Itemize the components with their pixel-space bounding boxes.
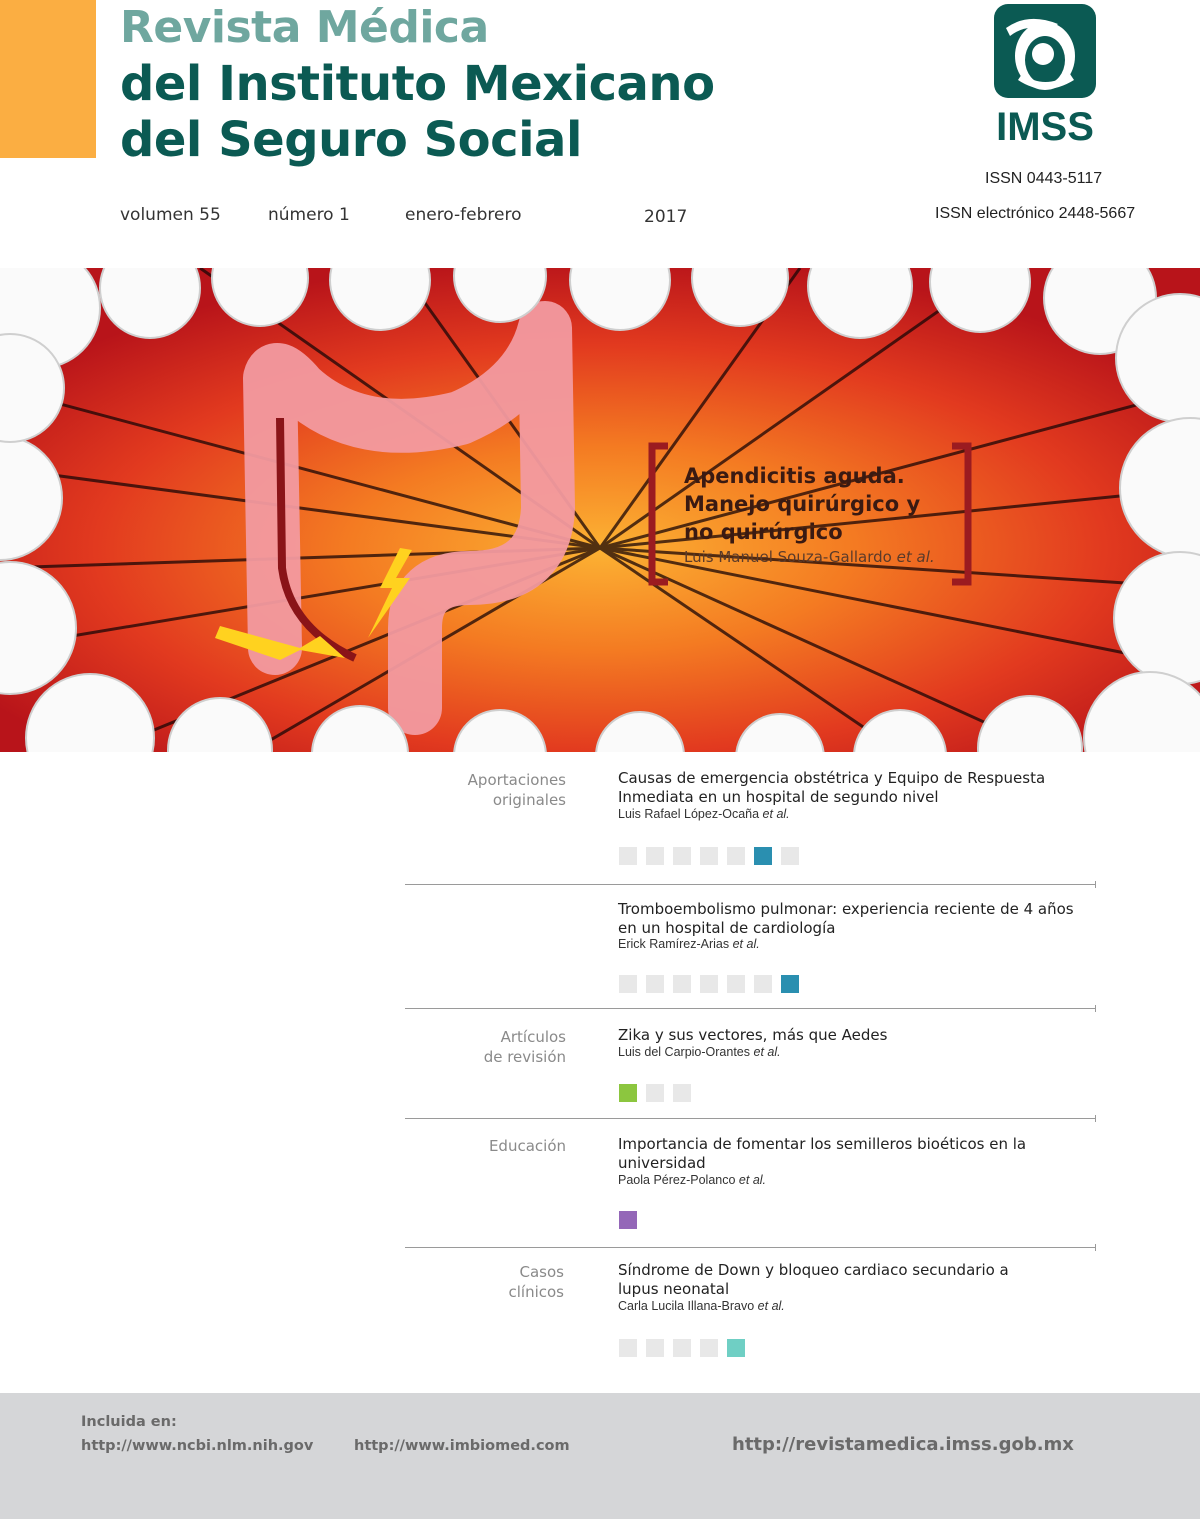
marker-square — [673, 847, 691, 865]
marker-square — [619, 1339, 637, 1357]
article-title[interactable]: Tromboembolismo pulmonar: experiencia reciente de 4 años en un hospital de cardiología — [618, 900, 1074, 937]
article-title[interactable]: Importancia de fomentar los semilleros bioéticos en la universidad — [618, 1135, 1027, 1172]
feature-article[interactable] — [684, 462, 935, 566]
feature-author: Luis Manuel Souza-Gallardo et al. — [684, 548, 935, 566]
article-author: Carla Lucila Illana-Bravo et al. — [618, 1299, 785, 1313]
section-label-educacion: Educación — [488, 1137, 566, 1155]
marker-square — [754, 847, 772, 865]
marker-square — [673, 975, 691, 993]
feature-title-line1: Apendicitis aguda. — [684, 464, 905, 488]
marker-square — [754, 975, 772, 993]
article-squares — [619, 975, 799, 993]
article-squares — [619, 847, 799, 865]
link-revista[interactable]: http://revistamedica.imss.gob.mx — [732, 1434, 1074, 1455]
marker-square — [646, 1084, 664, 1102]
svg-text:IMSS: IMSS — [996, 105, 1094, 144]
marker-square — [646, 1339, 664, 1357]
marker-square — [619, 847, 637, 865]
divider — [405, 1118, 1095, 1119]
section-label-articulos: Artículos de revisión — [483, 1028, 566, 1066]
journal-title-line1: Revista Médica — [120, 2, 489, 53]
marker-square — [727, 975, 745, 993]
issue-year: 2017 — [644, 207, 688, 227]
link-ncbi[interactable]: http://www.ncbi.nlm.nih.gov — [81, 1438, 314, 1454]
article-author: Paola Pérez-Polanco et al. — [618, 1173, 767, 1187]
marker-square — [727, 1339, 745, 1357]
section-label-aportaciones: Aportaciones originales — [467, 771, 566, 809]
article-author: Erick Ramírez-Arias et al. — [618, 937, 760, 951]
article-title[interactable]: Síndrome de Down y bloqueo cardiaco secundario a lupus neonatal — [618, 1261, 1009, 1298]
issn-electronic: ISSN electrónico 2448-5667 — [935, 205, 1136, 222]
feature-title-line3: no quirúrgico — [684, 520, 843, 544]
marker-square — [781, 975, 799, 993]
footer — [0, 1393, 1200, 1519]
divider — [405, 1247, 1095, 1248]
article-squares — [619, 1211, 637, 1229]
article-author: Luis Rafael López-Ocaña et al. — [618, 807, 790, 821]
section-label-casos: Casos clínicos — [508, 1263, 564, 1301]
marker-square — [619, 975, 637, 993]
link-imbiomed[interactable]: http://www.imbiomed.com — [354, 1438, 570, 1454]
marker-square — [673, 1339, 691, 1357]
marker-square — [700, 1339, 718, 1357]
marker-square — [673, 1084, 691, 1102]
journal-title-line2: del Instituto Mexicano — [120, 56, 715, 112]
divider — [405, 1008, 1095, 1009]
marker-square — [700, 847, 718, 865]
marker-square — [619, 1211, 637, 1229]
article-author: Luis del Carpio-Orantes et al. — [618, 1045, 781, 1059]
article-title[interactable]: Causas de emergencia obstétrica y Equipo de Respuesta Inmediata en un hospital de segundo nivel — [618, 769, 1046, 806]
marker-square — [781, 847, 799, 865]
article-title[interactable]: Zika y sus vectores, más que Aedes — [618, 1026, 888, 1044]
orange-accent-block — [0, 0, 96, 158]
article-squares — [619, 1339, 745, 1357]
imss-logo — [988, 4, 1102, 144]
feature-title-line2: Manejo quirúrgico y — [684, 492, 921, 516]
cover-illustration — [0, 268, 1200, 752]
marker-square — [646, 847, 664, 865]
volume: volumen 55 — [120, 205, 221, 225]
marker-square — [646, 975, 664, 993]
issue-months: enero-febrero — [405, 205, 522, 225]
marker-square — [700, 975, 718, 993]
issue-number: número 1 — [268, 205, 350, 225]
divider — [405, 884, 1095, 885]
journal-title-line3: del Seguro Social — [120, 112, 582, 168]
marker-square — [727, 847, 745, 865]
journal-title — [120, 0, 715, 168]
included-label: Incluida en: — [81, 1414, 177, 1430]
article-squares — [619, 1084, 691, 1102]
issn-print: ISSN 0443-5117 — [985, 170, 1103, 187]
marker-square — [619, 1084, 637, 1102]
